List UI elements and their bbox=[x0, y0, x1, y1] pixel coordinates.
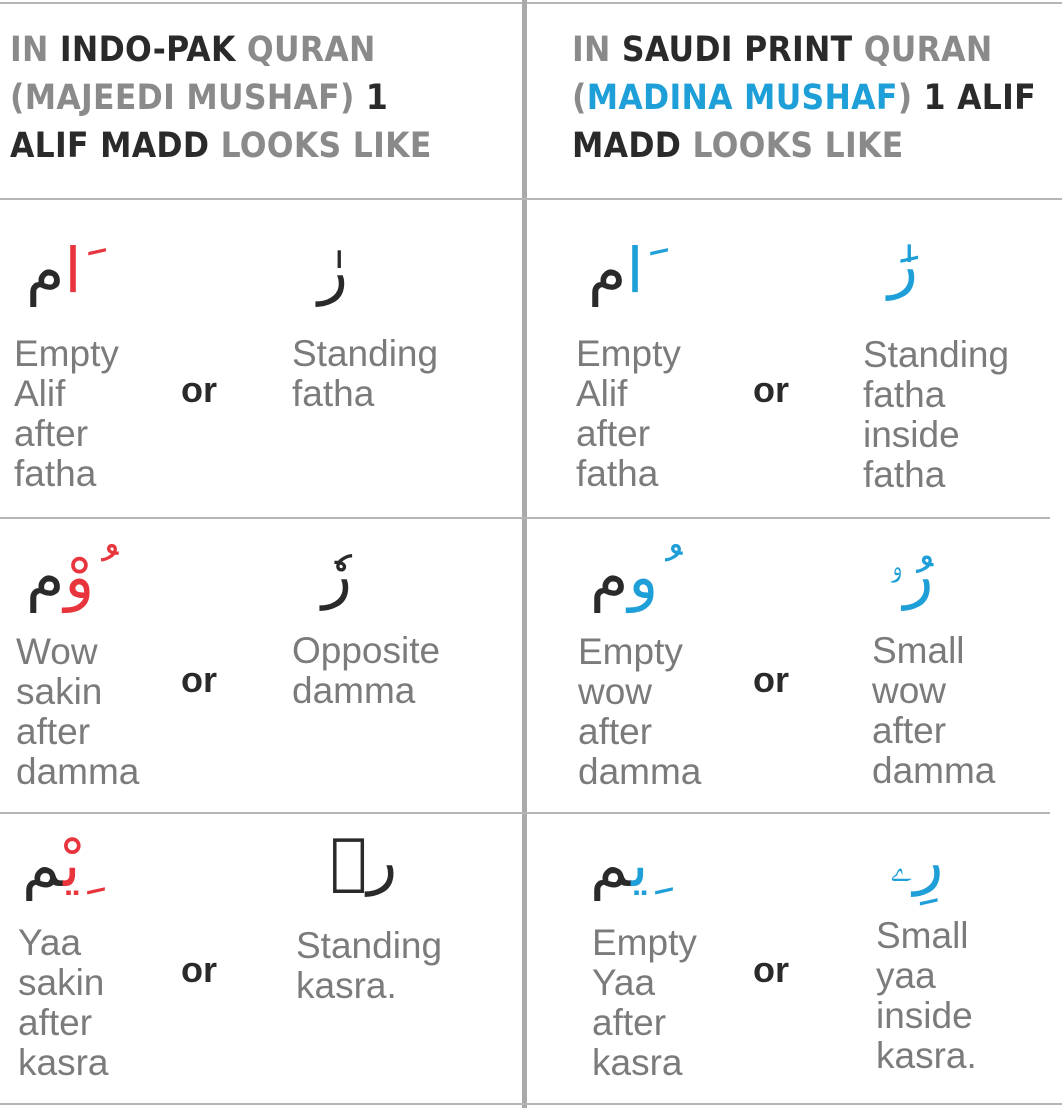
glyph-standing-fatha: رٰ bbox=[318, 234, 348, 307]
desc-empty-alif-madina: Empty Alif after fatha bbox=[576, 333, 681, 494]
left-column-header: IN INDO-PAK QURAN (MAJEEDI MUSHAF) 1 ALIF MADD LOOKS LIKE bbox=[10, 30, 432, 166]
glyph-empty-alif-madina: َام bbox=[588, 234, 644, 307]
or-label: or bbox=[753, 659, 789, 700]
or-label: or bbox=[181, 949, 217, 990]
glyph-standing-kasra: رٖ bbox=[330, 824, 398, 897]
desc-small-wow: Small wow after damma bbox=[872, 630, 996, 791]
desc-wow-sakin: Wow sakin after damma bbox=[16, 631, 140, 792]
center-divider bbox=[522, 0, 527, 1108]
desc-empty-alif-indopak: Empty Alif after fatha bbox=[14, 333, 119, 494]
glyph-standing-fatha-inside-fatha: رَٰ bbox=[888, 228, 918, 301]
glyph-empty-alif-indopak: َام bbox=[26, 234, 82, 307]
glyph-empty-wow-madina: ُوم bbox=[590, 540, 659, 613]
right-column-header: IN SAUDI PRINT QURAN (MADINA MUSHAF) 1 ALIF MADD LOOKS LIKE bbox=[572, 30, 1036, 166]
row-divider-2 bbox=[0, 812, 1050, 814]
desc-standing-fatha-inside-fatha: Standing fatha inside fatha bbox=[863, 334, 1010, 495]
desc-empty-yaa: Empty Yaa after kasra bbox=[592, 922, 697, 1083]
bottom-border bbox=[0, 1103, 1062, 1105]
or-label: or bbox=[753, 369, 789, 410]
header-divider bbox=[0, 198, 1062, 200]
or-label: or bbox=[181, 369, 217, 410]
or-label: or bbox=[181, 659, 217, 700]
desc-standing-kasra: Standing kasra. bbox=[296, 925, 443, 1006]
desc-empty-wow: Empty wow after damma bbox=[578, 631, 702, 792]
desc-small-yaa: Small yaa inside kasra. bbox=[876, 915, 977, 1076]
glyph-wow-sakin-indopak: ُوْم bbox=[26, 540, 95, 613]
desc-standing-fatha: Standing fatha bbox=[292, 333, 439, 414]
glyph-opposite-damma: رٗ bbox=[322, 538, 352, 611]
desc-opposite-damma: Opposite damma bbox=[292, 630, 441, 711]
desc-yaa-sakin: Yaa sakin after kasra bbox=[18, 922, 109, 1083]
glyph-yaa-sakin-indopak: ِيْم bbox=[22, 828, 81, 901]
row-divider-1 bbox=[0, 517, 1050, 519]
glyph-small-yaa: رِۦ bbox=[890, 824, 944, 897]
glyph-empty-yaa-madina: ِيم bbox=[590, 828, 649, 901]
glyph-small-wow: رُۥ bbox=[888, 538, 934, 611]
top-border bbox=[0, 2, 1062, 4]
or-label: or bbox=[753, 949, 789, 990]
